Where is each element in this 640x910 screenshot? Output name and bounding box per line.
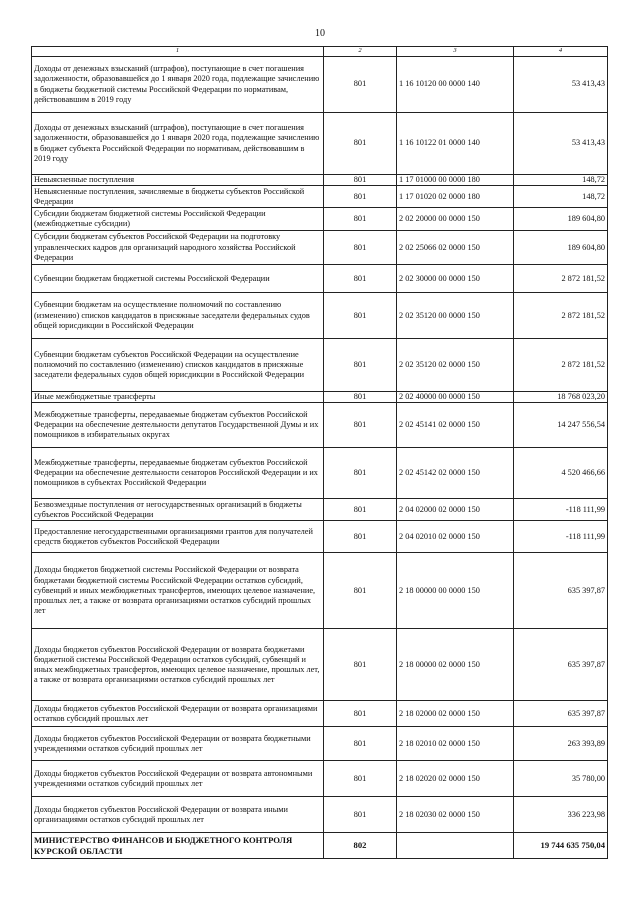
amount: 53 413,43 [514, 113, 608, 175]
income-name: Доходы от денежных взысканий (штрафов), поступающие в счет погашения задолженности, образовавшейся до 1 января 2020 года, подлежащие зачислению в бюджеты бюджетной системы Российской Федерации по нормативам, действовавшим в 2019 году [32, 57, 324, 113]
table-header-row [32, 47, 608, 57]
admin-code: 801 [324, 499, 397, 521]
admin-code: 801 [324, 448, 397, 499]
budget-classification-code: 1 16 10122 01 0000 140 [397, 113, 514, 175]
admin-code: 801 [324, 57, 397, 113]
amount: 635 397,87 [514, 701, 608, 727]
admin-code: 801 [324, 521, 397, 553]
income-name: Невыясненные поступления [32, 175, 324, 186]
amount: 2 872 181,52 [514, 339, 608, 392]
budget-classification-code: 2 18 00000 00 0000 150 [397, 553, 514, 629]
amount: 53 413,43 [514, 57, 608, 113]
table-row [32, 186, 608, 208]
amount: 18 768 023,20 [514, 392, 608, 403]
amount: 148,72 [514, 175, 608, 186]
income-name: Субвенции бюджетам на осуществление полномочий по составлению (изменению) списков кандидатов в присяжные заседатели федеральных судов общей юрисдикции в Российской Федерации [32, 293, 324, 339]
table-row [32, 629, 608, 701]
table-row [32, 339, 608, 392]
admin-code: 801 [324, 403, 397, 448]
table-row [32, 231, 608, 265]
admin-code: 801 [324, 231, 397, 265]
income-name: Субвенции бюджетам бюджетной системы Российской Федерации [32, 265, 324, 293]
table-row [32, 521, 608, 553]
ministry-total-row [32, 833, 608, 859]
amount: -118 111,99 [514, 521, 608, 553]
amount: 2 872 181,52 [514, 265, 608, 293]
table-row [32, 392, 608, 403]
amount: 189 604,80 [514, 231, 608, 265]
admin-code: 801 [324, 208, 397, 231]
amount: 263 393,89 [514, 727, 608, 761]
admin-code: 801 [324, 629, 397, 701]
table-row [32, 701, 608, 727]
income-name: Субвенции бюджетам субъектов Российской Федерации на осуществление полномочий по составлению (изменению) списков кандидатов в присяжные заседатели федеральных судов общей юрисдикции в Российской Федерации [32, 339, 324, 392]
ministry-name: МИНИСТЕРСТВО ФИНАНСОВ И БЮДЖЕТНОГО КОНТРОЛЯ КУРСКОЙ ОБЛАСТИ [32, 833, 324, 859]
budget-classification-code: 1 17 01000 00 0000 180 [397, 175, 514, 186]
admin-code: 802 [324, 833, 397, 859]
amount: 336 223,98 [514, 797, 608, 833]
table-row [32, 448, 608, 499]
table-row [32, 403, 608, 448]
amount: 2 872 181,52 [514, 293, 608, 339]
table-row [32, 293, 608, 339]
amount: 4 520 466,66 [514, 448, 608, 499]
admin-code: 801 [324, 797, 397, 833]
page-number: 10 [315, 28, 325, 39]
admin-code: 801 [324, 339, 397, 392]
column-number-2: 2 [324, 47, 397, 57]
table-row [32, 553, 608, 629]
income-name: Субсидии бюджетам бюджетной системы Российской Федерации (межбюджетные субсидии) [32, 208, 324, 231]
amount: -118 111,99 [514, 499, 608, 521]
admin-code: 801 [324, 727, 397, 761]
admin-code: 801 [324, 265, 397, 293]
column-number-3: 3 [397, 47, 514, 57]
income-name: Доходы бюджетов субъектов Российской Федерации от возврата бюджетными учреждениями остатков субсидий прошлых лет [32, 727, 324, 761]
income-name: Предоставление негосударственными организациями грантов для получателей средств бюджетов субъектов Российской Федерации [32, 521, 324, 553]
budget-classification-code: 2 02 25066 02 0000 150 [397, 231, 514, 265]
budget-classification-code: 1 17 01020 02 0000 180 [397, 186, 514, 208]
income-name: Иные межбюджетные трансферты [32, 392, 324, 403]
amount: 189 604,80 [514, 208, 608, 231]
income-name: Доходы бюджетов субъектов Российской Федерации от возврата автономными учреждениями остатков субсидий прошлых лет [32, 761, 324, 797]
admin-code: 801 [324, 761, 397, 797]
budget-classification-code: 2 02 40000 00 0000 150 [397, 392, 514, 403]
budget-classification-code [397, 833, 514, 859]
amount: 635 397,87 [514, 629, 608, 701]
amount: 14 247 556,54 [514, 403, 608, 448]
budget-classification-code: 2 02 45141 02 0000 150 [397, 403, 514, 448]
income-name: Межбюджетные трансферты, передаваемые бюджетам субъектов Российской Федерации на обеспечение деятельности сенаторов Российской Федерации и их помощников в субъектах Российской Федерации [32, 448, 324, 499]
income-name: Доходы бюджетов субъектов Российской Федерации от возврата бюджетами бюджетной системы Российской Федерации остатков субсидий, субвенций и иных межбюджетных трансфертов, имеющих целевое назначение, прошлых лет, а также от возврата организациями остатков субсидий прошлых лет [32, 629, 324, 701]
table-row [32, 113, 608, 175]
budget-classification-code: 2 02 30000 00 0000 150 [397, 265, 514, 293]
budget-classification-code: 2 02 45142 02 0000 150 [397, 448, 514, 499]
income-name: Невыясненные поступления, зачисляемые в бюджеты субъектов Российской Федерации [32, 186, 324, 208]
budget-classification-code: 2 18 02010 02 0000 150 [397, 727, 514, 761]
table-row [32, 499, 608, 521]
income-name: Доходы бюджетов субъектов Российской Федерации от возврата организациями остатков субсидий прошлых лет [32, 701, 324, 727]
budget-classification-code: 1 16 10120 00 0000 140 [397, 57, 514, 113]
admin-code: 801 [324, 553, 397, 629]
table-row [32, 761, 608, 797]
amount: 148,72 [514, 186, 608, 208]
income-name: Доходы бюджетов субъектов Российской Федерации от возврата иными организациями остатков субсидий прошлых лет [32, 797, 324, 833]
table-row [32, 797, 608, 833]
budget-classification-code: 2 04 02000 02 0000 150 [397, 499, 514, 521]
column-number-1: 1 [32, 47, 324, 57]
income-name: Доходы бюджетов бюджетной системы Российской Федерации от возврата бюджетами бюджетной системы Российской Федерации остатков субсидий, субвенций и иных межбюджетных трансфертов, имеющих целевое назначение, прошлых лет, а также от возврата организациями остатков субсидий прошлых лет [32, 553, 324, 629]
amount: 35 780,00 [514, 761, 608, 797]
table-row [32, 208, 608, 231]
table-row [32, 727, 608, 761]
income-name: Безвозмездные поступления от негосударственных организаций в бюджеты субъектов Российской Федерации [32, 499, 324, 521]
budget-classification-code: 2 02 35120 00 0000 150 [397, 293, 514, 339]
amount: 19 744 635 750,04 [514, 833, 608, 859]
admin-code: 801 [324, 186, 397, 208]
admin-code: 801 [324, 701, 397, 727]
budget-classification-code: 2 02 35120 02 0000 150 [397, 339, 514, 392]
admin-code: 801 [324, 392, 397, 403]
table-row [32, 265, 608, 293]
table-row [32, 175, 608, 186]
admin-code: 801 [324, 113, 397, 175]
budget-classification-code: 2 18 02020 02 0000 150 [397, 761, 514, 797]
admin-code: 801 [324, 293, 397, 339]
admin-code: 801 [324, 175, 397, 186]
amount: 635 397,87 [514, 553, 608, 629]
budget-classification-code: 2 04 02010 02 0000 150 [397, 521, 514, 553]
income-name: Межбюджетные трансферты, передаваемые бюджетам субъектов Российской Федерации на обеспечение деятельности депутатов Государственной Думы и их помощников в избирательных округах [32, 403, 324, 448]
budget-classification-code: 2 02 20000 00 0000 150 [397, 208, 514, 231]
budget-classification-code: 2 18 00000 02 0000 150 [397, 629, 514, 701]
table-row [32, 57, 608, 113]
budget-classification-code: 2 18 02030 02 0000 150 [397, 797, 514, 833]
income-name: Субсидии бюджетам субъектов Российской Федерации на подготовку управленческих кадров для организаций народного хозяйства Российской Федерации [32, 231, 324, 265]
income-name: Доходы от денежных взысканий (штрафов), поступающие в счет погашения задолженности, образовавшейся до 1 января 2020 года, подлежащие зачислению в бюджет субъекта Российской Федерации по нормативам, действовавшим в 2019 году [32, 113, 324, 175]
budget-classification-code: 2 18 02000 02 0000 150 [397, 701, 514, 727]
column-number-4: 4 [514, 47, 608, 57]
budget-revenue-table [31, 46, 608, 859]
